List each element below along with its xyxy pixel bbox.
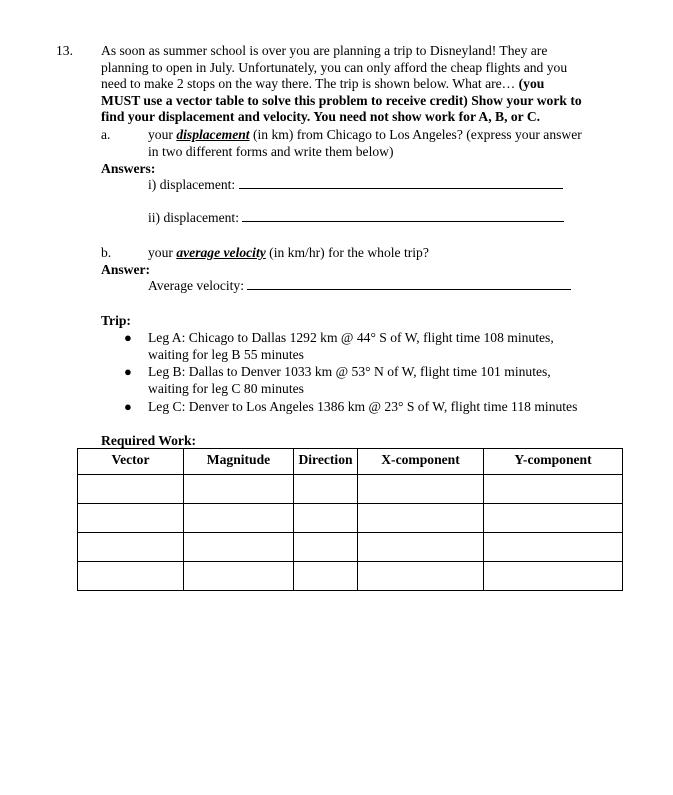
- leg-b-line-1: Leg B: Dallas to Denver 1033 km @ 53° N of W, flight time 101 minutes,: [148, 364, 551, 379]
- table-cell[interactable]: [358, 504, 484, 533]
- table-cell[interactable]: [78, 504, 184, 533]
- leg-a-line-2: waiting for leg B 55 minutes: [148, 346, 304, 362]
- velocity-label: Average velocity:: [148, 278, 244, 293]
- table-cell[interactable]: [78, 562, 184, 591]
- intro-line-3: [101, 76, 641, 93]
- table-cell[interactable]: [184, 533, 294, 562]
- part-a-line-2: in two different forms and write them below): [148, 143, 394, 159]
- part-a-prefix: your: [148, 127, 177, 142]
- table-cell[interactable]: [294, 475, 358, 504]
- intro-bold-line-2: MUST use a vector table to solve this problem to receive credit) Show your work to: [101, 92, 582, 108]
- answer-1-label: i) displacement:: [148, 177, 236, 192]
- table-cell[interactable]: [78, 533, 184, 562]
- answers-heading: Answers:: [101, 161, 156, 176]
- table-cell[interactable]: [294, 562, 358, 591]
- leg-b-line-2: waiting for leg C 80 minutes: [148, 380, 304, 396]
- answer-2-label: ii) displacement:: [148, 210, 239, 225]
- column-header-y-component: Y-component: [484, 449, 623, 475]
- column-header-magnitude: Magnitude: [184, 449, 294, 475]
- intro-line-2: planning to open in July. Unfortunately, you can only afford the cheap flights and you: [101, 59, 568, 75]
- answer-1-row: [148, 177, 563, 194]
- velocity-row: [148, 278, 571, 295]
- answer-heading: Answer:: [101, 262, 151, 277]
- table-cell[interactable]: [78, 475, 184, 504]
- table-row: [78, 562, 623, 591]
- column-header-x-component: X-component: [358, 449, 484, 475]
- table-cell[interactable]: [358, 475, 484, 504]
- table-cell[interactable]: [294, 504, 358, 533]
- table-row: [78, 533, 623, 562]
- table-cell[interactable]: [184, 475, 294, 504]
- part-b-rest: (in km/hr) for the whole trip?: [265, 245, 429, 260]
- part-b-keyword: average velocity: [176, 245, 266, 260]
- trip-leg-a: [148, 330, 638, 363]
- part-a-keyword: displacement: [176, 127, 250, 142]
- table-cell[interactable]: [294, 533, 358, 562]
- table-row: [78, 504, 623, 533]
- part-b-question: [148, 245, 429, 262]
- table-cell[interactable]: [484, 475, 623, 504]
- answer-2-blank[interactable]: [242, 220, 564, 222]
- trip-leg-b: [148, 364, 638, 397]
- column-header-direction: Direction: [294, 449, 358, 475]
- bullet-icon: ●: [124, 330, 132, 345]
- bullet-icon: ●: [124, 399, 132, 414]
- vector-table: [77, 448, 623, 591]
- table-cell[interactable]: [184, 504, 294, 533]
- leg-c-line-1: Leg C: Denver to Los Angeles 1386 km @ 23° S of W, flight time 118 minutes: [148, 399, 578, 414]
- column-header-vector: Vector: [78, 449, 184, 475]
- velocity-blank[interactable]: [247, 288, 571, 290]
- trip-heading: Trip:: [101, 313, 131, 328]
- part-a-question: [148, 127, 638, 160]
- part-b-prefix: your: [148, 245, 177, 260]
- table-row: [78, 475, 623, 504]
- part-a-letter: a.: [101, 127, 111, 142]
- intro-bold-line-3: find your displacement and velocity. You need not show work for A, B, or C.: [101, 109, 541, 124]
- intro-line-3-text: need to make 2 stops on the way there. The trip is shown below. What are…: [101, 76, 519, 91]
- table-cell[interactable]: [484, 504, 623, 533]
- question-intro: [101, 43, 641, 126]
- table-cell[interactable]: [184, 562, 294, 591]
- table-header-row: [78, 449, 623, 475]
- answer-2-row: [148, 210, 564, 227]
- intro-bold-1: (you: [518, 76, 545, 91]
- intro-line-1: As soon as summer school is over you are planning a trip to Disneyland! They are: [101, 43, 548, 58]
- part-b-letter: b.: [101, 245, 112, 260]
- answer-1-blank[interactable]: [239, 187, 563, 189]
- required-work-heading: Required Work:: [101, 433, 197, 448]
- table-cell[interactable]: [358, 533, 484, 562]
- table-cell[interactable]: [358, 562, 484, 591]
- table-cell[interactable]: [484, 562, 623, 591]
- trip-leg-c: [148, 399, 638, 416]
- question-number: 13.: [56, 43, 73, 58]
- bullet-icon: ●: [124, 364, 132, 379]
- part-a-rest: (in km) from Chicago to Los Angeles? (express your answer: [249, 127, 582, 142]
- table-cell[interactable]: [484, 533, 623, 562]
- leg-a-line-1: Leg A: Chicago to Dallas 1292 km @ 44° S of W, flight time 108 minutes,: [148, 330, 554, 345]
